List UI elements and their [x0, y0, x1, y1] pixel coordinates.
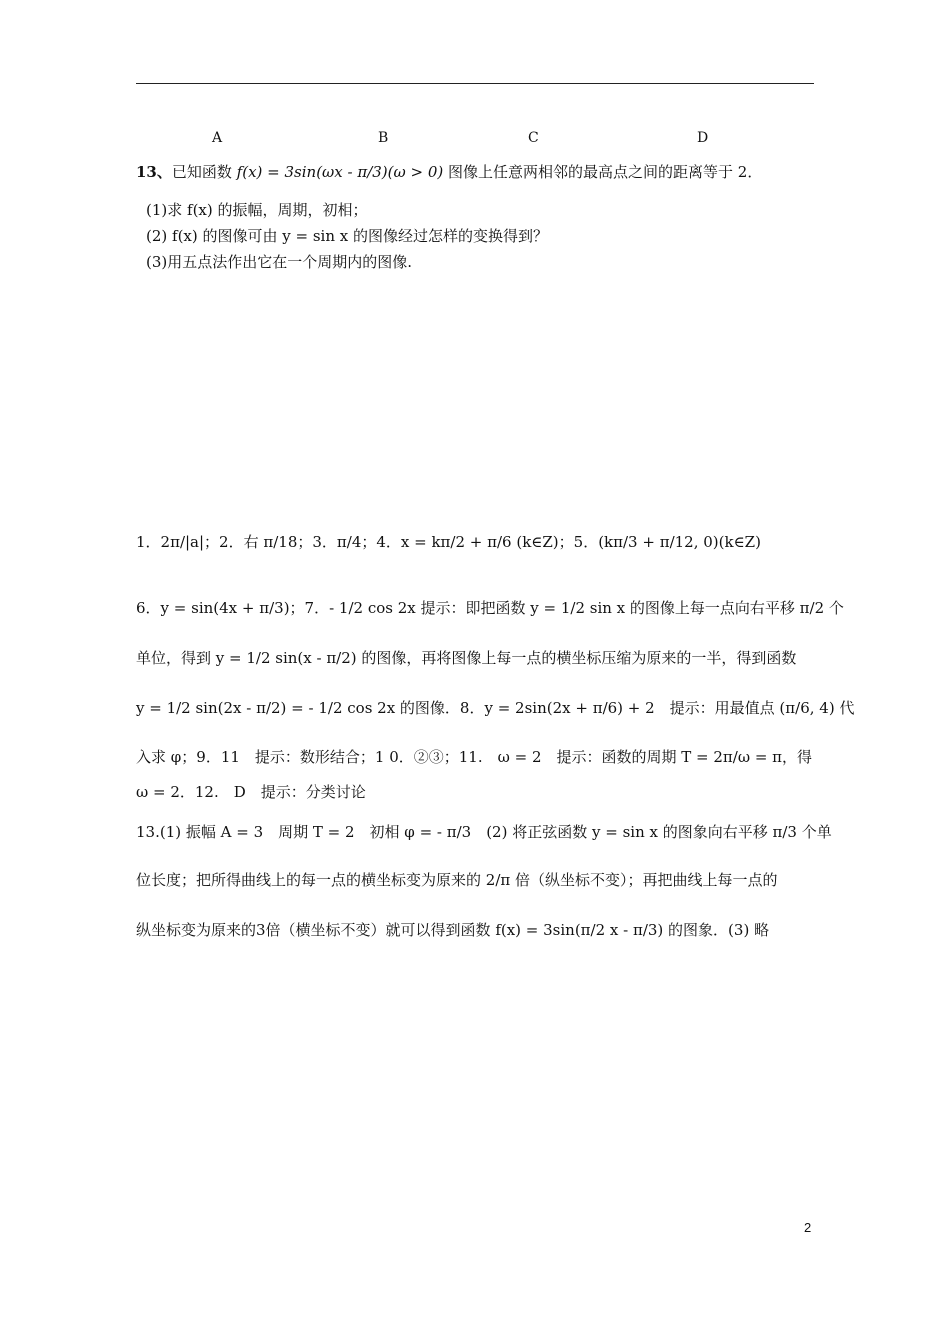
answer-line-4: y = 1/2 sin(2x - π/2) = - 1/2 cos 2x 的图像．8．y = 2sin(2x + π/6) + 2 提示：用最值点 (π/6, 4) 代 — [136, 699, 855, 717]
answer-line-1: 1．2π/|a|；2．右 π/18；3．π/4；4．x = kπ/2 + π/6 (k∈Z)；5．(kπ/3 + π/12, 0)(k∈Z) — [136, 533, 761, 551]
q13-number: 13、 — [136, 163, 172, 181]
q13-part3: (3)用五点法作出它在一个周期内的图像. — [146, 253, 413, 271]
choice-b: B — [378, 130, 389, 146]
choice-c: C — [528, 130, 539, 146]
answer-line-2: 6．y = sin(4x + π/3)；7．- 1/2 cos 2x 提示：即把函数 y = 1/2 sin x 的图像上每一点向右平移 π/2 个 — [136, 599, 844, 617]
q13-stem-pre: 已知函数 — [171, 163, 232, 181]
q13-formula: f(x) = 3sin(ωx - π/3)(ω > 0) — [236, 163, 444, 181]
answer-line-7: 13.(1) 振幅 A = 3 周期 T = 2 初相 φ = - π/3 (2) 将正弦函数 y = sin x 的图象向右平移 π/3 个单 — [136, 823, 832, 841]
q13-part2: (2) f(x) 的图像可由 y = sin x 的图像经过怎样的变换得到？ — [146, 227, 548, 245]
choice-a: A — [212, 130, 223, 146]
q13-stem-post: 图像上任意两相邻的最高点之间的距离等于 2． — [448, 163, 763, 181]
answer-line-9: 纵坐标变为原来的3倍（横坐标不变）就可以得到函数 f(x) = 3sin(π/2 x - π/3) 的图象．(3) 略 — [136, 921, 770, 939]
choice-d: D — [697, 130, 709, 146]
answer-line-8: 位长度；把所得曲线上的每一点的横坐标变为原来的 2/π 倍（纵坐标不变）；再把曲线上每一点的 — [136, 871, 778, 889]
answer-line-5: 入求 φ；9．11 提示：数形结合；1 0．②③；11. ω = 2 提示：函数的周期 T = 2π/ω = π，得 — [136, 748, 813, 766]
q13-part1: (1)求 f(x) 的振幅，周期，初相； — [146, 201, 368, 219]
answer-line-6: ω = 2．12. D 提示：分类讨论 — [136, 783, 366, 801]
header-rule — [136, 83, 814, 84]
q13-stem — [136, 160, 762, 184]
page-number: 2 — [804, 1220, 812, 1235]
answer-line-3: 单位，得到 y = 1/2 sin(x - π/2) 的图像，再将图像上每一点的横坐标压缩为原来的一半，得到函数 — [136, 649, 797, 667]
